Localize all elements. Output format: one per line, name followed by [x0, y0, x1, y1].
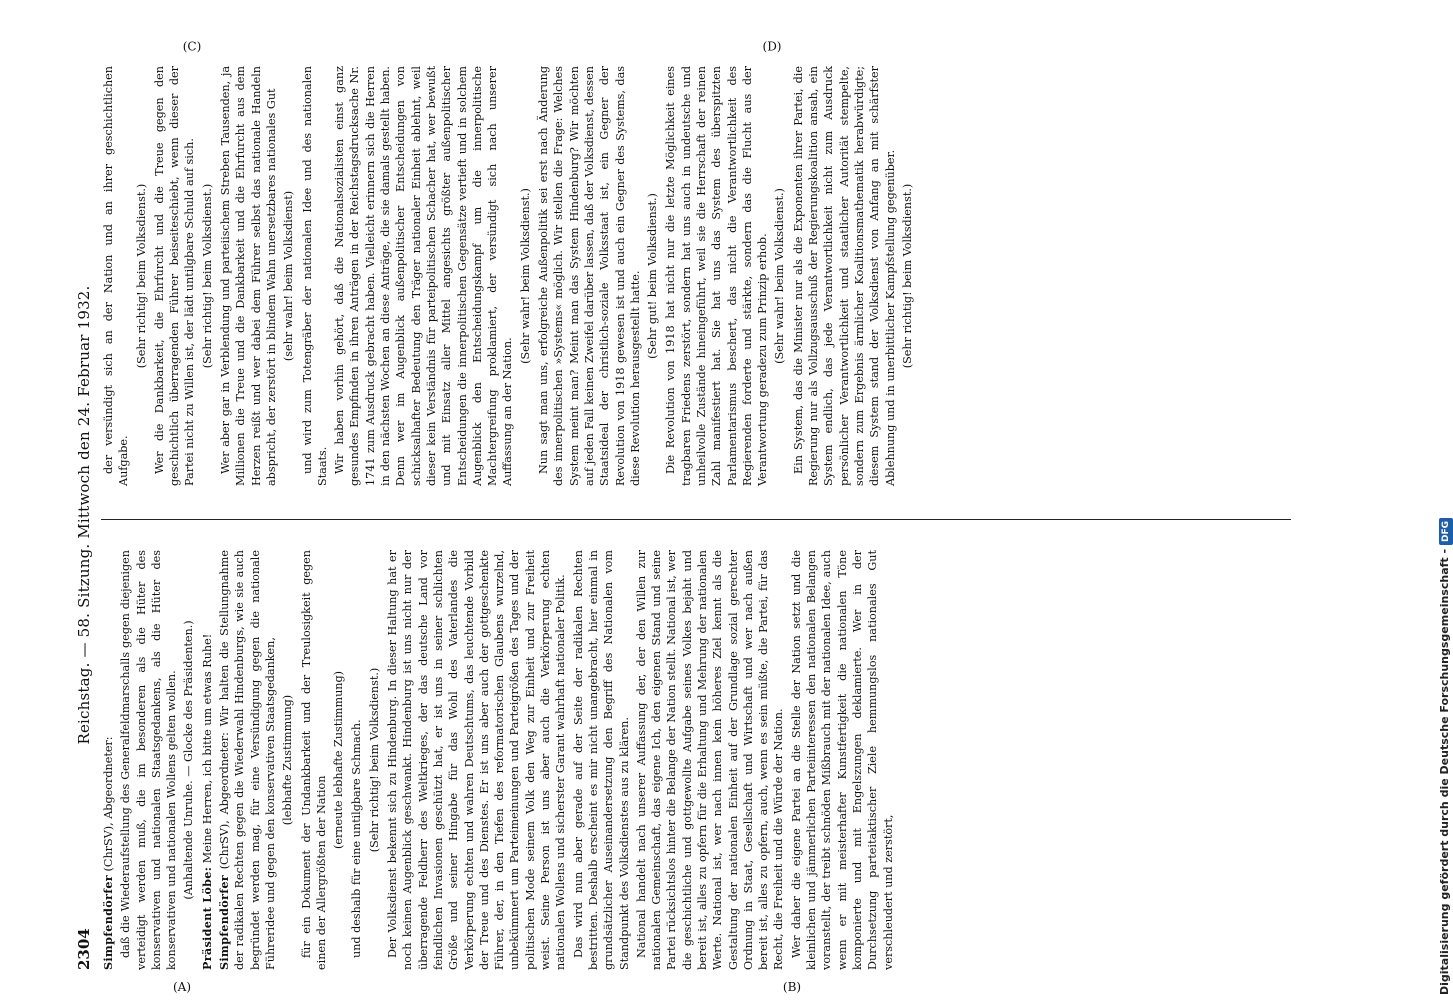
dfg-logo: DFG [1439, 518, 1453, 545]
interjection [281, 66, 296, 486]
margin-mark-d: (D) [762, 39, 782, 54]
interjection [772, 66, 787, 486]
paragraph-text: (Anhaltende Unruhe. — Glocke des Präsidenten.) [182, 620, 196, 900]
paragraph-text: (ChrSV), Abgeordneter: [102, 736, 115, 876]
paragraph-text: (erneute lebhafte Zustimmung) [332, 670, 346, 850]
interjection [280, 550, 295, 970]
paragraph-text: Wer die Dankbarkeit, die Ehrfurcht und die Treue gegen den geschichtlich überragenden Führer beiseiteschiebt, wenn dieser der Partei nicht zu Willen ist, der lädt untilgbare Schuld auf sich. [152, 66, 197, 486]
paragraph [663, 66, 770, 486]
paragraph-text: (ChrSV), Abgeordneter: Wir halten die Stellungnahme der radikalen Rechten gegen die Wiederwahl Hindenburgs, wie sie auch begründet werden mag, für eine Versündigung gegen die nationale Führeridee und gegen den konservativen Staatsgedanken, [218, 550, 277, 970]
paragraph [152, 66, 198, 486]
column-divider [101, 519, 1291, 520]
paragraph-text: und deshalb für eine untilgbare Schmach. [350, 719, 364, 958]
paragraph-text: Die Revolution von 1918 hat nicht nur die letzte Möglichkeit eines tragbaren Friedens zerstört, sondern hat uns auch in undeutsche und unheilvolle Zustände hineingeführt, weil sie die Herrschaft der reinen Zahl manifestiert hat. Sie hat uns das System des überspitzten Parlamentarismus beschert, das nicht die Verantwortlichkeit des Regierenden forderte und stärkte, sondern das die Flucht aus der Verantwortung geradezu zum Prinzip erhob. [664, 66, 770, 486]
paragraph-text: (sehr wahr! beim Volksdienst) [282, 190, 296, 362]
paragraph [217, 550, 278, 970]
interjection [518, 66, 533, 486]
paragraph [200, 550, 215, 970]
speaker-name: Präsident Löbe: [199, 866, 214, 970]
rotated-document-page [65, 39, 1315, 994]
margin-mark-b: (B) [782, 979, 802, 994]
page-header [73, 60, 95, 970]
paragraph-text: Der Volksdienst bekennt sich zu Hindenburg. In dieser Haltung hat er noch keinen Augenblick geschwankt. Hindenburg ist uns nicht nur der überragende Feldherr des Weltkrieges, der das deutsche Land vor feindlichen Invasionen geschützt hat, er ist uns in seiner schlichten Größe und seiner Hingabe für das Wohl des Vaterlandes die Verkörperung echten und wahren Deutschtums, das leuchtende Vorbild der Treue und des Dienstes. Er ist uns aber auch der gottgeschenkte Führer, der, in den Tiefen des reformatorischen Glaubens wurzelnd, unbekümmert um Parteimeinungen und Parteigrößen des Tages und der politischen Mode seinem Volk den Weg zur Einheit und zur Freiheit weist. Seine Person ist uns aber auch die Verkörperung echten nationalen Wollens und sicherster Garant wahrhaft nationaler Politik. [386, 550, 568, 970]
paragraph-text: (Sehr wahr! beim Volksdienst.) [773, 188, 787, 364]
paragraph [118, 550, 179, 970]
session-title: Reichstag. — 58. Sitzung. Mittwoch den 24. Februar 1932. [75, 285, 93, 745]
paragraph-text: (lebhafte Zustimmung) [281, 694, 295, 826]
paragraph-text: Nun sagt man uns, erfolgreiche Außenpolitik sei erst nach Änderung des innerpolitischen »Systems« möglich. Wir stellen die Frage: Welches System meint man? Meint man das System Hindenburg? Wir möchten auf jeden Fall keinen Zweifel darüber lassen, daß der Volksdienst, dessen Staatsideal der christlich-soziale Volksstaat ist, ein Gegner der Revolution von 1918 gewesen ist und auch ein Gegner des Systems, das diese Revolution herausgestellt hatte. [537, 66, 642, 486]
interjection [645, 66, 660, 486]
paragraph-text: Ein System, das die Minister nur als die Exponenten ihrer Partei, die Regierung nur als Vollzugsausschuß der Regierungskoalition ansah, ein System endlich, das jede Verantwortlichkeit nicht zum Ausdruck persönlicher Verantwortlichkeit und staatlicher Autorität stempelte, sondern zum Ergebnis ärmlicher Koalitionsmathematik herabwürdigte; diesem System stand der Volksdienst von Anfang an mit schärfster Ablehnung und in unerbittlicher Kampfstellung gegenüber. [791, 66, 897, 486]
paragraph-text: für ein Dokument der Undankbarkeit und der Treulosigkeit gegen einen der Allergrößten der Nation [299, 550, 328, 970]
funding-note [1438, 518, 1453, 995]
paragraph-text: (Sehr richtig! beim Volksdienst.) [900, 183, 914, 369]
paragraph [332, 66, 516, 486]
paragraph-text: (Sehr richtig! beim Volksdienst.) [134, 183, 148, 369]
margin-mark-c: (C) [182, 39, 202, 54]
paragraph [571, 550, 632, 970]
margin-mark-a: (A) [172, 979, 192, 994]
paragraph-text: National handelt nach unserer Auffassung der, der den Willen zur nationalen Gemeinschaft, das eigene Ich, den eigenen Stand und seine Partei rücksichtslos hinter die Belange der Nation stellt. National ist, wer die geschichtliche und gottgewollte Aufgabe seines Volkes bejaht und bereit ist, alles zu opfern für die Erhaltung und Mehrung der nationalen Werte. National ist, wer nach innen kein höheres Ziel kennt als die Gestaltung der nationalen Einheit auf der Grundlage sozial gerechter Ordnung in Staat, Gesellschaft und Wirtschaft und wer nach außen bereit ist, alles zu opfern, auch, wenn es sein müßte, die Partei, für das Recht, die Freiheit und die Würde der Nation. [634, 550, 786, 970]
paragraph-text: Wer daher die eigene Partei an die Stelle der Nation setzt und die kleinlichen und jämmerlichen Parteiinteressen den nationalen Belangen voranstellt, der treibt schnöden Mißbrauch mit der nationalen Idee, auch wenn er mit meisterhafter Kunstfertigkeit die nationalen Töne komponierte und mit Engelszungen deklamierte. Wer in der Durchsetzung parteitaktischer Ziele hemmungslos nationales Gut verschleudert und zerstört, [789, 550, 895, 970]
interjection [200, 66, 215, 486]
paragraph-text: Das wird nun aber gerade auf der Seite der radikalen Rechten bestritten. Deshalb erscheint es mir nicht unangebracht, hier einmal in grundsätzlicher Auseinandersetzung den Begriff des Nationalen vom Standpunkt des Volksdienstes aus zu klären. [571, 550, 631, 970]
interjection [181, 550, 196, 970]
paragraph [385, 550, 569, 970]
funding-note-text: Digitalisierung gefördert durch die Deutsche Forschungsgemeinschaft - [1438, 548, 1451, 995]
paragraph [789, 550, 896, 970]
paragraph [791, 66, 898, 486]
paragraph-text: (Sehr wahr! beim Volksdienst.) [518, 188, 532, 364]
paragraph [218, 66, 279, 486]
speaker-name: Simpfendörfer [217, 875, 232, 970]
paragraph-text: (Sehr richtig! beim Volksdienst.) [367, 667, 381, 853]
text-column-left [101, 550, 898, 970]
paragraph-text: (Sehr gut! beim Volksdienst.) [646, 193, 660, 359]
paragraph [101, 66, 132, 486]
paragraph [349, 550, 364, 970]
interjection [331, 550, 346, 970]
paragraph [536, 66, 643, 486]
interjection [134, 66, 149, 486]
paragraph [634, 550, 787, 970]
page-number: 2304 [75, 928, 93, 970]
paragraph-text: Meine Herren, ich bitte um etwas Ruhe! [200, 633, 214, 867]
paragraph [101, 550, 116, 970]
paragraph-text: der versündigt sich an der Nation und an ihrer geschichtlichen Aufgabe. [102, 66, 131, 486]
paragraph-text: daß die Wiederaufstellung des Generalfeldmarschalls gegen diejenigen verteidigt werden muß, die im besonderen als die Hüter des konservativen und nationalen Staatsgedankens, als die Hüter des konservativen und nationalen Wollens gelten wollen. [119, 550, 179, 970]
paragraph-text: und wird zum Totengräber der nationalen Idee und des nationalen Staats. [300, 66, 329, 486]
paragraph [299, 550, 330, 970]
paragraph-text: Wir haben vorhin gehört, daß die Nationalsozialisten einst ganz gesundes Empfinden in ihren Anträgen in der Reichstagsdrucksache Nr. 1741 zum Ausdruck gebracht haben. Vielleicht erinnern sich die Herren in den nächsten Wochen an diese Anträge, die sie damals gestellt haben. Denn wer im Augenblick außenpolitischer Entscheidungen von schicksalhafter Bedeutung den Träger nationaler Einheit ablehnt, weil dieser kein Verständnis für parteipolitischen Schacher hat, wer bewußt und mit Einsatz aller Mittel angesichts größter außenpolitischer Entscheidungen die innerpolitischen Gegensätze vertieft und in solchem Augenblick den Entscheidungskampf um die innerpolitische Machtergreifung proklamiert, der versündigt sich nach unserer Auffassung an der Nation. [333, 66, 515, 486]
paragraph-text: (Sehr richtig! beim Volksdienst.) [200, 183, 214, 369]
text-column-right [101, 66, 918, 486]
paragraph [300, 66, 331, 486]
speaker-name: Simpfendörfer [101, 875, 115, 970]
paragraph-text: Wer aber gar in Verblendung und parteiischem Streben Tausenden, ja Millionen die Treue und die Dankbarkeit und die Ehrfurcht aus dem Herzen reißt und wer dabei dem Führer selbst das nationale Handeln abspricht, der zerstört in blindem Wahn unersetzbares nationales Gut [219, 66, 278, 486]
interjection [900, 66, 915, 486]
interjection [367, 550, 382, 970]
